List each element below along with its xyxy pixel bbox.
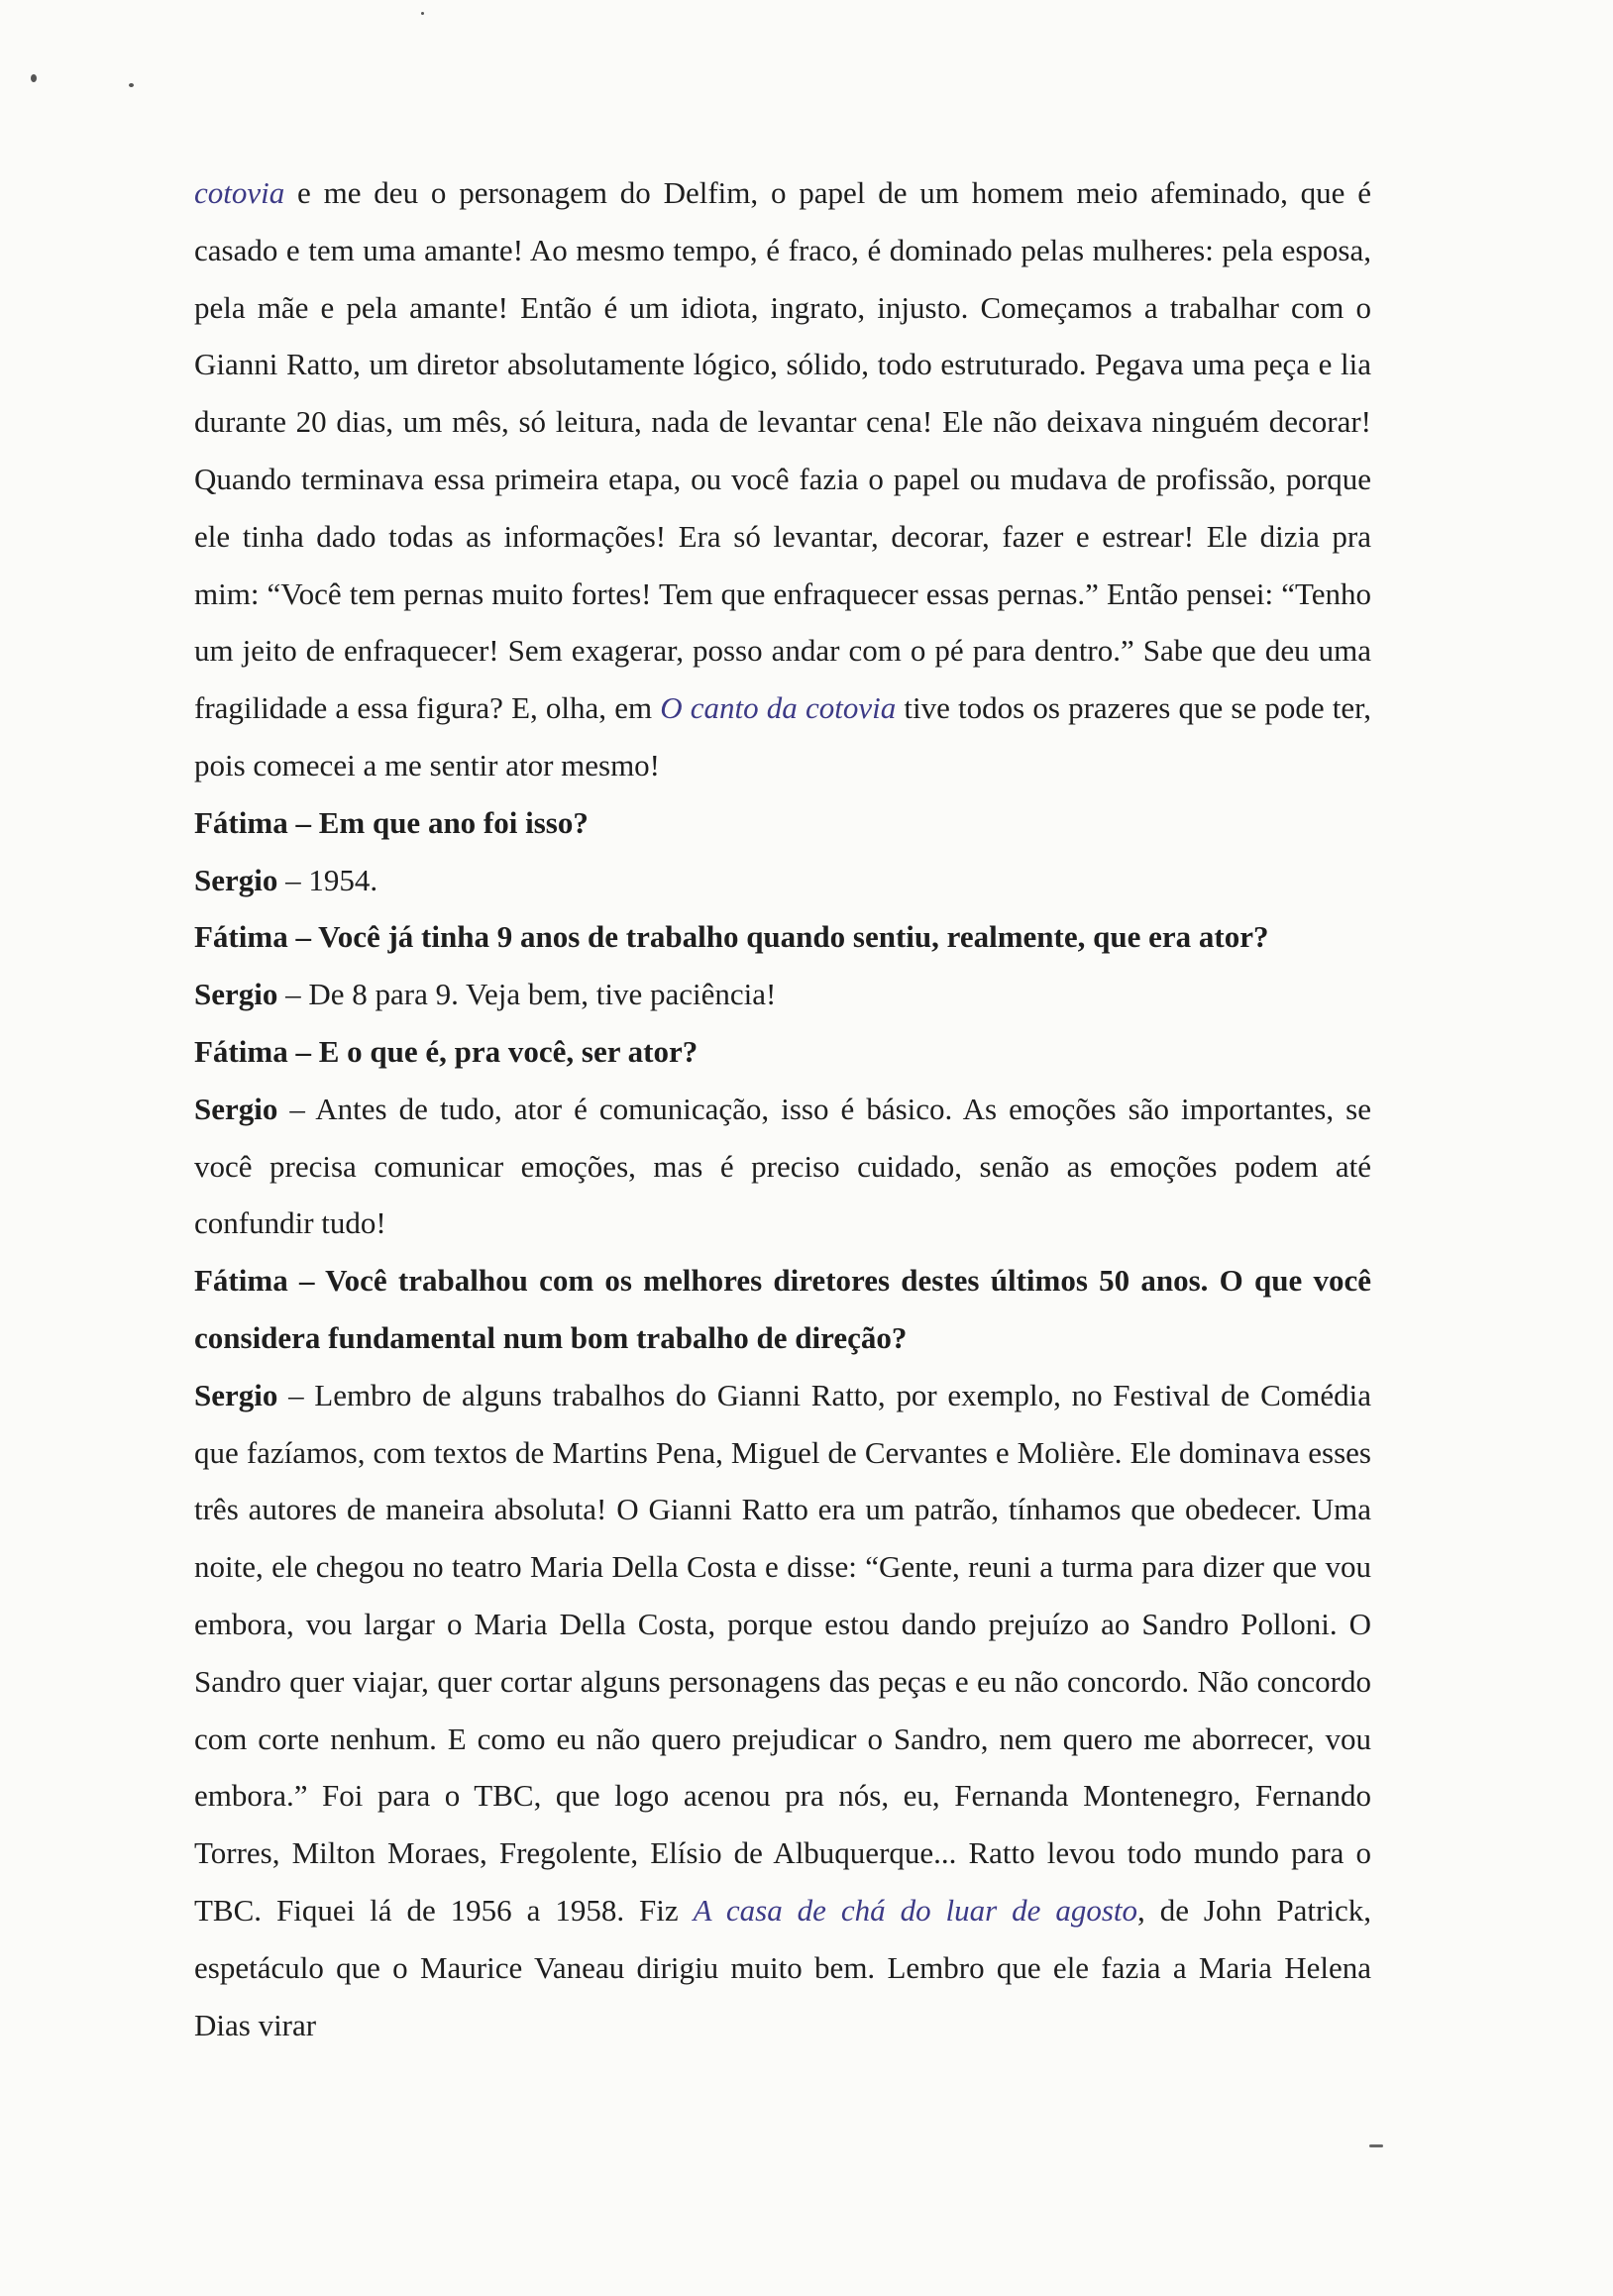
speaker-name: Sergio xyxy=(194,1377,278,1412)
interviewer-question: Fátima – Você trabalhou com os melhores diretores destes últimos 50 anos. O que você considera fundamental num bom trabalho de direção? xyxy=(194,1263,1371,1355)
text-segment: E o que é, pra você, ser ator? xyxy=(318,1033,699,1069)
text-segment: Antes de tudo, ator é comunicação, isso é básico. As emoções são importantes, se você precisa comunicar emoções, mas é preciso cuidado, senão as emoções podem até confundir tudo! xyxy=(194,1091,1371,1241)
scan-speck xyxy=(421,12,424,15)
page-mark xyxy=(1369,2144,1383,2147)
speaker-name: Sergio xyxy=(194,862,278,897)
scan-speck xyxy=(31,74,37,82)
speaker-name: Fátima xyxy=(194,1033,288,1069)
interview-text xyxy=(194,164,1371,2053)
prose-paragraph xyxy=(194,164,1371,794)
speaker-name: Fátima xyxy=(194,919,288,955)
interviewee-answer: Sergio – Antes de tudo, ator é comunicação, isso é básico. As emoções são importantes, se você precisa comunicar emoções, mas é preciso cuidado, senão as emoções podem até confundir tudo! xyxy=(194,1091,1371,1241)
speaker-name: Fátima xyxy=(194,1263,288,1299)
text-segment: , de John Patrick, espetáculo que o Maurice Vaneau dirigiu muito bem. Lembro que ele fazia a Maria Helena Dias virar xyxy=(194,1892,1371,2042)
interviewee-answer: Sergio – De 8 para 9. Veja bem, tive paciência! xyxy=(194,977,777,1012)
interviewer-question: Fátima – Em que ano foi isso? xyxy=(194,804,589,840)
interviewer-question: Fátima – Você já tinha 9 anos de trabalho quando sentiu, realmente, que era ator? xyxy=(194,919,1269,955)
text-segment: Lembro de alguns trabalhos do Gianni Ratto, por exemplo, no Festival de Comédia que fazíamos, com textos de Martins Pena, Miguel de Cervantes e Molière. Ele dominava esses três autores de maneira absoluta! O Gianni Ratto era um patrão, tínhamos que obedecer. Uma noite, ele chegou no teatro Maria Della Costa e disse: “Gente, reuni a turma para dizer que vou embora, vou largar o Maria Della Costa, porque estou dando prejuízo ao Sandro Polloni. O Sandro quer viajar, quer cortar alguns personagens das peças e eu não concordo. Não concordo com corte nenhum. E como eu não quero prejudicar o Sandro, nem quero me aborrecer, vou embora.” Foi para o TBC, que logo acenou pra nós, eu, Fernanda Montenegro, Fernando Torres, Milton Moraes, Fregolente, Elísio de Albuquerque... Ratto levou todo mundo para o TBC. Fiquei lá de 1956 a 1958. Fiz xyxy=(194,1377,1371,1928)
text-segment: Você trabalhou com os melhores diretores destes últimos 50 anos. O que você considera fundamental num bom trabalho de direção? xyxy=(194,1263,1371,1355)
speaker-name: Sergio xyxy=(194,977,278,1012)
title-italic: O canto da cotovia xyxy=(660,690,897,726)
scan-speck xyxy=(129,83,134,87)
title-italic: A casa de chá do luar de agosto xyxy=(693,1892,1138,1928)
speaker-name: Sergio xyxy=(194,1091,278,1126)
text-segment: Em que ano foi isso? xyxy=(318,804,589,840)
text-segment: e me deu o personagem do Delfim, o papel de um homem meio afeminado, que é casado e tem uma amante! Ao mesmo tempo, é fraco, é dominado pelas mulheres: pela esposa, pela mãe e pela amante! Então é um idiota, ingrato, injusto. Começamos a trabalhar com o Gianni Ratto, um diretor absolutamente lógico, sólido, todo estruturado. Pegava uma peça e lia durante 20 dias, um mês, só leitura, nada de levantar cena! Ele não deixava ninguém decorar! Quando terminava essa primeira etapa, ou você fazia o papel ou mudava de profissão, porque ele tinha dado todas as informações! Era só levantar, decorar, fazer e estrear! Ele dizia pra mim: “Você tem pernas muito fortes! Tem que enfraquecer essas pernas.” Então pensei: “Tenho um jeito de enfraquecer! Sem exagerar, posso andar com o pé para dentro.” Sabe que deu uma fragilidade a essa figura? E, olha, em xyxy=(194,175,1371,726)
speaker-name: Fátima xyxy=(194,804,288,840)
text-segment: De 8 para 9. Veja bem, tive paciência! xyxy=(308,977,777,1012)
text-segment: Você já tinha 9 anos de trabalho quando sentiu, realmente, que era ator? xyxy=(318,919,1269,955)
interviewee-answer: Sergio – 1954. xyxy=(194,862,378,897)
interviewee-answer: Sergio – Lembro de alguns trabalhos do Gianni Ratto, por exemplo, no Festival de Comédia que fazíamos, com textos de Martins Pena, Miguel de Cervantes e Molière. Ele dominava esses três autores de maneira absoluta! O Gianni Ratto era um patrão, tínhamos que obedecer. Uma noite, ele chegou no teatro Maria Della Costa e disse: “Gente, reuni a turma para dizer que vou embora, vou largar o Maria Della Costa, porque estou dando prejuízo ao Sandro Polloni. O Sandro quer viajar, quer cortar alguns personagens das peças e eu não concordo. Não concordo com corte nenhum. E como eu não quero prejudicar o Sandro, nem quero me aborrecer, vou embora.” Foi para o TBC, que logo acenou pra nós, eu, Fernanda Montenegro, Fernando Torres, Milton Moraes, Fregolente, Elísio de Albuquerque... Ratto levou todo mundo para o TBC. Fiquei lá de 1956 a 1958. Fiz A casa de chá do luar de agosto, de John Patrick, espetáculo que o Maurice Vaneau dirigiu muito bem. Lembro que ele fazia a Maria Helena Dias virar xyxy=(194,1377,1371,2042)
title-italic: cotovia xyxy=(194,175,285,210)
interviewer-question: Fátima – E o que é, pra você, ser ator? xyxy=(194,1033,699,1069)
text-segment: 1954. xyxy=(308,862,378,897)
text-segment: tive todos os prazeres que se pode ter, pois comecei a me sentir ator mesmo! xyxy=(194,690,1371,783)
